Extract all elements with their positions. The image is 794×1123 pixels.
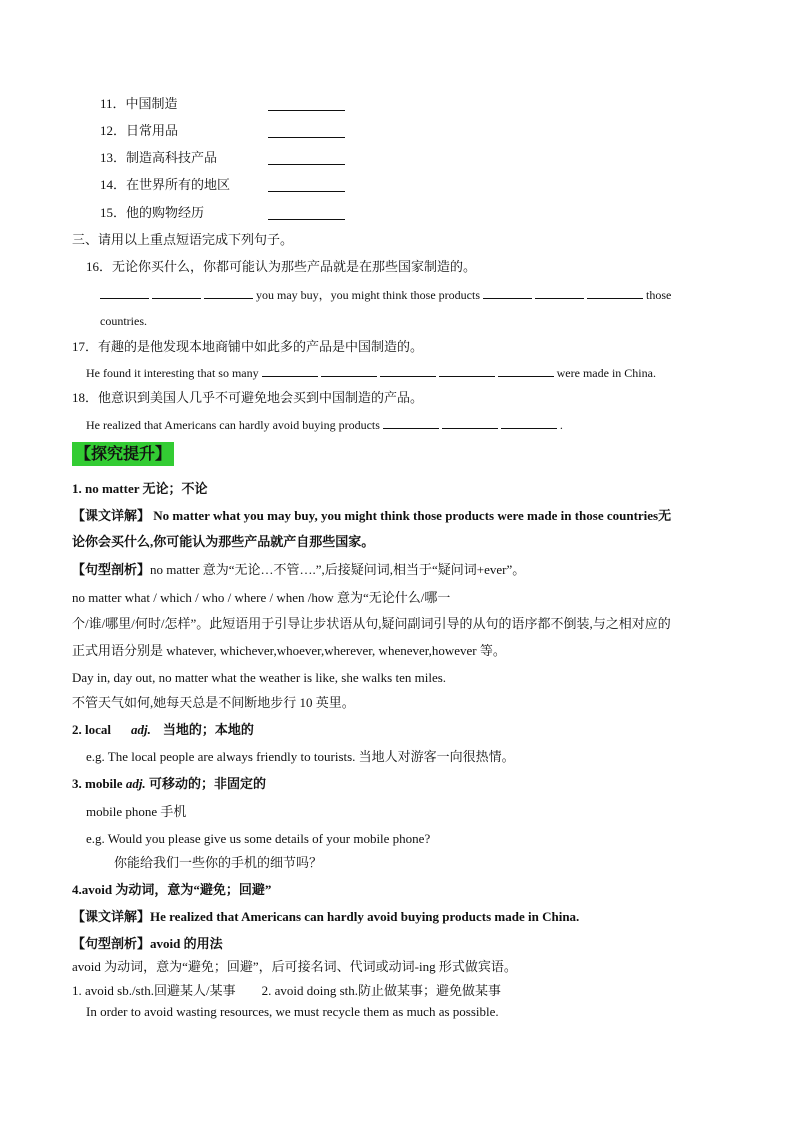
answer-blank[interactable] (268, 98, 345, 111)
vocab-item: 15．他的购物经历 (100, 205, 205, 220)
point-1-detail-cont: 论你会买什么,你可能认为那些产品就产自那些国家。 (72, 534, 375, 549)
answer-blank[interactable] (442, 416, 498, 429)
point-3-title: 3. mobile adj. 可移动的；非固定的 (72, 776, 266, 791)
section-banner: 【探究提升】 (72, 442, 174, 466)
point-1-line-b: 个/谁/哪里/何时/怎样”。此短语用于引导让步状语从句,疑问副词引导的从句的语序都不倒装,与之相对应的 (72, 616, 671, 631)
question-16-en: you may buy，you might think those products those (100, 286, 671, 304)
answer-blank[interactable] (383, 416, 439, 429)
question-16-en-cont: countries. (100, 314, 147, 328)
section-heading: 三、请用以上重点短语完成下列句子。 (72, 232, 294, 247)
point-1-line-a: no matter what / which / who / where / when /how 意为“无论什么/哪一 (72, 590, 451, 605)
question-16-cn: 16．无论你买什么，你都可能认为那些产品就是在那些国家制造的。 (86, 259, 477, 274)
answer-blank[interactable] (268, 125, 345, 138)
vocab-item: 14．在世界所有的地区 (100, 177, 231, 192)
point-4-title: 4.avoid 为动词，意为“避免；回避” (72, 882, 272, 897)
point-4-detail: 【课文详解】He realized that Americans can hardly avoid buying products made in China. (72, 909, 580, 924)
answer-blank[interactable] (100, 286, 149, 299)
point-3-example-cn: 你能给我们一些你的手机的细节吗？ (114, 855, 323, 870)
point-1-detail: 【课文详解】 No matter what you may buy, you might think those products were made in those countries无 (72, 508, 672, 523)
answer-blank[interactable] (268, 152, 345, 165)
answer-blank[interactable] (268, 179, 345, 192)
vocab-item: 11．中国制造 (100, 96, 178, 111)
answer-blank[interactable] (498, 364, 554, 377)
point-1-line-c: 正式用语分别是 whatever, whichever,whoever,wherever, whenever,however 等。 (72, 643, 506, 658)
question-18-en: He realized that Americans can hardly avoid buying products . (86, 418, 563, 432)
answer-blank[interactable] (204, 286, 253, 299)
point-1-title: 1. no matter 无论；不论 (72, 481, 208, 496)
point-4-usage: 1. avoid sb./sth.回避某人/某事 2. avoid doing sth.防止做某事；避免做某事 (72, 983, 502, 998)
point-1-example-en: Day in, day out, no matter what the weather is like, she walks ten miles. (72, 670, 447, 685)
answer-blank[interactable] (268, 207, 345, 220)
point-1-analysis: 【句型剖析】no matter 意为“无论…不管….”,后接疑问词,相当于“疑问词+ever”。 (72, 562, 526, 577)
point-2-title: 2. local adj. 当地的；本地的 (72, 722, 254, 737)
answer-blank[interactable] (380, 364, 436, 377)
question-17-en: He found it interesting that so many were made in China. (86, 366, 656, 380)
point-3-example-en: e.g. Would you please give us some details of your mobile phone? (86, 831, 431, 846)
answer-blank[interactable] (152, 286, 201, 299)
point-4-example: In order to avoid wasting resources, we must recycle them as much as possible. (86, 1004, 499, 1019)
point-2-example: e.g. The local people are always friendly to tourists. 当地人对游客一向很热情。 (86, 749, 515, 764)
question-17-cn: 17．有趣的是他发现本地商铺中如此多的产品是中国制造的。 (72, 339, 424, 354)
vocab-item: 12．日常用品 (100, 123, 179, 138)
vocab-item: 13．制造高科技产品 (100, 150, 218, 165)
answer-blank[interactable] (439, 364, 495, 377)
answer-blank[interactable] (501, 416, 557, 429)
question-18-cn: 18．他意识到美国人几乎不可避免地会买到中国制造的产品。 (72, 390, 424, 405)
answer-blank[interactable] (262, 364, 318, 377)
point-3-phrase: mobile phone 手机 (86, 804, 187, 819)
point-4-analysis: 【句型剖析】avoid 的用法 (72, 936, 223, 951)
answer-blank[interactable] (321, 364, 377, 377)
answer-blank[interactable] (535, 286, 584, 299)
answer-blank[interactable] (587, 286, 643, 299)
answer-blank[interactable] (483, 286, 532, 299)
point-1-example-cn: 不管天气如何,她每天总是不间断地步行 10 英里。 (72, 695, 355, 710)
point-4-line-a: avoid 为动词，意为“避免；回避”，后可接名词、代词或动词-ing 形式做宾语。 (72, 959, 517, 974)
